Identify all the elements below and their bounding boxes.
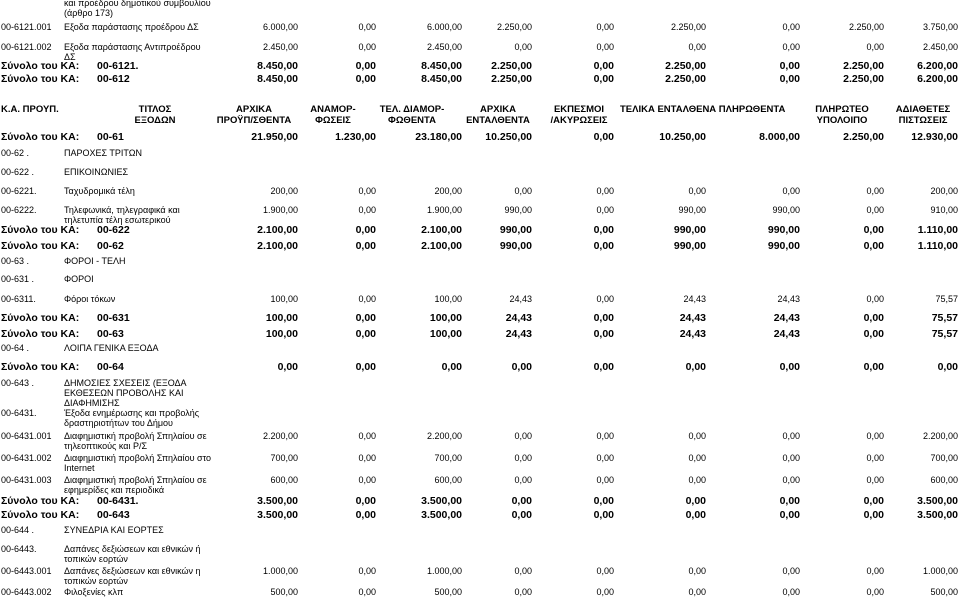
value-cell: 990,00 xyxy=(767,224,800,236)
value-cell: 0,00 xyxy=(866,431,884,441)
total-code: 00-631 xyxy=(97,312,130,324)
value-cell: 2.250,00 xyxy=(848,22,884,32)
header-tel-diamorf xyxy=(372,104,452,126)
total-label: Σύνολο του ΚΑ: xyxy=(1,240,80,252)
value-cell: 3.500,00 xyxy=(917,495,958,507)
value-cell: 0,00 xyxy=(596,431,614,441)
value-cell: 0,00 xyxy=(688,42,706,52)
value-cell: 0,00 xyxy=(355,495,376,507)
value-cell: 990,00 xyxy=(673,224,706,236)
value-cell: 2.200,00 xyxy=(426,431,462,441)
value-cell: 0,00 xyxy=(866,566,884,576)
header-anamorfoseis-line1: ΑΝΑΜΟΡ- xyxy=(310,104,356,115)
row-code: 00-6221. xyxy=(1,186,37,196)
value-cell: 0,00 xyxy=(779,495,800,507)
value-cell: 100,00 xyxy=(434,294,462,304)
total-label: Σύνολο του ΚΑ: xyxy=(1,509,80,521)
row-description: Φόροι τόκων xyxy=(64,294,116,304)
header-adiathetes xyxy=(886,104,960,126)
header-telika: ΤΕΛΙΚΑ ΕΝΤΑΛΘΕΝΑ ΠΛΗΡΩΘΕΝΤΑ xyxy=(620,104,786,115)
row-description: Διαφημιστική προβολή Σπηλαίου σε τηλεοπτικούς και Ρ/Σ xyxy=(64,431,207,451)
value-cell: 2.250,00 xyxy=(843,73,884,85)
value-cell: 0,00 xyxy=(514,475,532,485)
value-cell: 0,00 xyxy=(593,73,614,85)
header-arxika-ental-line1: ΑΡΧΙΚΑ xyxy=(480,104,516,115)
value-cell: 0,00 xyxy=(514,42,532,52)
value-cell: 0,00 xyxy=(782,566,800,576)
value-cell: 3.500,00 xyxy=(421,509,462,521)
value-cell: 0,00 xyxy=(593,495,614,507)
value-cell: 990,00 xyxy=(772,205,800,215)
value-cell: 0,00 xyxy=(596,475,614,485)
row-code: 00-6121.001 xyxy=(1,22,52,32)
total-code: 00-6431. xyxy=(97,495,139,507)
value-cell: 6.200,00 xyxy=(917,73,958,85)
total-label: Σύνολο του ΚΑ: xyxy=(1,224,80,236)
header-ekpesmoi-line2: /ΑΚΥΡΩΣΕΙΣ xyxy=(550,115,608,126)
value-cell: 2.450,00 xyxy=(426,42,462,52)
value-cell: 700,00 xyxy=(930,453,958,463)
value-cell: 910,00 xyxy=(930,205,958,215)
value-cell: 6.000,00 xyxy=(262,22,298,32)
header-pliroteo xyxy=(802,104,882,126)
value-cell: 990,00 xyxy=(678,205,706,215)
value-cell: 990,00 xyxy=(504,205,532,215)
value-cell: 990,00 xyxy=(499,240,532,252)
value-cell: 0,00 xyxy=(866,453,884,463)
value-cell: 0,00 xyxy=(511,361,532,373)
row-code: 00-6443.001 xyxy=(1,566,52,576)
value-cell: 8.450,00 xyxy=(421,60,462,72)
header-pliroteo-line1: ΠΛΗΡΩΤΕΟ xyxy=(815,104,869,115)
value-cell: 0,00 xyxy=(596,205,614,215)
value-cell: 0,00 xyxy=(355,312,376,324)
value-cell: 21.950,00 xyxy=(251,131,298,143)
value-cell: 2.250,00 xyxy=(665,73,706,85)
value-cell: 0,00 xyxy=(355,509,376,521)
row-code: 00-644 . xyxy=(1,525,35,535)
value-cell: 0,00 xyxy=(866,475,884,485)
header-anamorfoseis-line2: ΦΩΣΕΙΣ xyxy=(315,115,351,126)
value-cell: 0,00 xyxy=(782,42,800,52)
header-titlos-line2: ΕΞΟΔΩΝ xyxy=(134,115,176,126)
value-cell: 3.750,00 xyxy=(922,22,958,32)
value-cell: 2.450,00 xyxy=(922,42,958,52)
value-cell: 0,00 xyxy=(685,361,706,373)
total-code: 00-622 xyxy=(97,224,130,236)
value-cell: 2.250,00 xyxy=(843,131,884,143)
value-cell: 600,00 xyxy=(930,475,958,485)
value-cell: 0,00 xyxy=(782,587,800,597)
row-code: 00-6311. xyxy=(1,294,36,304)
row-code: 00-643 . xyxy=(1,378,35,388)
total-label: Σύνολο του ΚΑ: xyxy=(1,131,80,143)
value-cell: 8.450,00 xyxy=(257,73,298,85)
value-cell: 0,00 xyxy=(782,186,800,196)
value-cell: 2.250,00 xyxy=(491,73,532,85)
total-code: 00-62 xyxy=(97,240,124,252)
value-cell: 0,00 xyxy=(358,205,376,215)
value-cell: 0,00 xyxy=(779,60,800,72)
row-code: 00-6443. xyxy=(1,544,37,554)
value-cell: 100,00 xyxy=(429,328,462,340)
value-cell: 0,00 xyxy=(688,186,706,196)
value-cell: 1.900,00 xyxy=(426,205,462,215)
value-cell: 24,43 xyxy=(777,294,800,304)
header-tel-diamorf-line2: ΦΩΘΕΝΤΑ xyxy=(388,115,436,126)
total-code: 00-6121. xyxy=(97,60,139,72)
value-cell: 2.200,00 xyxy=(262,431,298,441)
value-cell: 0,00 xyxy=(596,566,614,576)
value-cell: 0,00 xyxy=(441,361,462,373)
value-cell: 0,00 xyxy=(355,224,376,236)
header-anamorfoseis xyxy=(303,104,363,126)
value-cell: 700,00 xyxy=(434,453,462,463)
value-cell: 100,00 xyxy=(265,312,298,324)
header-titlos xyxy=(120,104,190,126)
value-cell: 0,00 xyxy=(866,42,884,52)
value-cell: 1.110,00 xyxy=(917,224,958,236)
header-arxika-prou-line2: ΠΡΟΫΠ/ΣΘΕΝΤΑ xyxy=(216,115,292,126)
value-cell: 0,00 xyxy=(277,361,298,373)
value-cell: 0,00 xyxy=(863,224,884,236)
value-cell: 0,00 xyxy=(358,475,376,485)
value-cell: 700,00 xyxy=(270,453,298,463)
value-cell: 2.100,00 xyxy=(257,224,298,236)
row-description: ΦΟΡΟΙ - ΤΕΛΗ xyxy=(64,256,126,266)
value-cell: 0,00 xyxy=(779,509,800,521)
value-cell: 200,00 xyxy=(270,186,298,196)
value-cell: 2.250,00 xyxy=(843,60,884,72)
header-tel-diamorf-line1: ΤΕΛ. ΔΙΑΜΟΡ- xyxy=(379,104,445,115)
value-cell: 0,00 xyxy=(782,22,800,32)
total-label: Σύνολο του ΚΑ: xyxy=(1,328,80,340)
value-cell: 0,00 xyxy=(866,186,884,196)
total-label: Σύνολο του ΚΑ: xyxy=(1,361,80,373)
value-cell: 0,00 xyxy=(688,587,706,597)
row-description: Διαφημιστική προβολή Σπηλαίου στο Internet xyxy=(64,453,212,473)
total-label: Σύνολο του ΚΑ: xyxy=(1,495,80,507)
value-cell: 10.250,00 xyxy=(659,131,706,143)
row-description: ΔΗΜΟΣΙΕΣ ΣΧΕΣΕΙΣ (ΕΞΟΔΑ ΕΚΘΕΣΕΩΝ ΠΡΟΒΟΛΗΣ ΚΑΙ ΔΙΑΦΗΜΙΣΗΣ xyxy=(64,378,187,408)
header-adiathetes-line1: ΑΔΙΑΘΕΤΕΣ xyxy=(895,104,951,115)
value-cell: 1.230,00 xyxy=(335,131,376,143)
row-code: 00-6431. xyxy=(1,408,37,418)
value-cell: 0,00 xyxy=(358,587,376,597)
value-cell: 0,00 xyxy=(355,60,376,72)
row-code: 00-631 . xyxy=(1,274,35,284)
value-cell: 0,00 xyxy=(863,495,884,507)
value-cell: 0,00 xyxy=(937,361,958,373)
value-cell: 0,00 xyxy=(593,361,614,373)
value-cell: 24,43 xyxy=(509,294,532,304)
value-cell: 2.100,00 xyxy=(421,240,462,252)
value-cell: 2.100,00 xyxy=(257,240,298,252)
value-cell: 0,00 xyxy=(511,495,532,507)
row-description: Δαπάνες δεξιώσεων και εθνικών ή τοπικών εορτών xyxy=(64,544,201,564)
value-cell: 0,00 xyxy=(863,361,884,373)
header-pliroteo-line2: ΥΠΟΛΟΙΠΟ xyxy=(816,115,868,126)
value-cell: 0,00 xyxy=(866,587,884,597)
header-arxika-prou xyxy=(214,104,294,126)
value-cell: 0,00 xyxy=(779,73,800,85)
value-cell: 2.250,00 xyxy=(496,22,532,32)
value-cell: 2.200,00 xyxy=(922,431,958,441)
header-ekpesmoi xyxy=(544,104,614,126)
value-cell: 3.500,00 xyxy=(421,495,462,507)
value-cell: 0,00 xyxy=(596,587,614,597)
total-code: 00-612 xyxy=(97,73,130,85)
value-cell: 0,00 xyxy=(863,328,884,340)
value-cell: 0,00 xyxy=(355,361,376,373)
value-cell: 24,43 xyxy=(505,328,532,340)
value-cell: 0,00 xyxy=(688,566,706,576)
total-label: Σύνολο του ΚΑ: xyxy=(1,73,80,85)
row-code: 00-6431.002 xyxy=(1,453,52,463)
value-cell: 990,00 xyxy=(767,240,800,252)
row-code: 00-622 . xyxy=(1,167,35,177)
total-label: Σύνολο του ΚΑ: xyxy=(1,312,80,324)
value-cell: 0,00 xyxy=(514,453,532,463)
value-cell: 3.500,00 xyxy=(257,495,298,507)
header-adiathetes-line2: ΠΙΣΤΩΣΕΙΣ xyxy=(898,115,948,126)
value-cell: 0,00 xyxy=(782,475,800,485)
value-cell: 0,00 xyxy=(593,328,614,340)
value-cell: 12.930,00 xyxy=(911,131,958,143)
value-cell: 0,00 xyxy=(688,431,706,441)
value-cell: 0,00 xyxy=(514,431,532,441)
value-cell: 600,00 xyxy=(434,475,462,485)
row-code: 00-62 . xyxy=(1,148,30,158)
header-arxika-ental xyxy=(458,104,538,126)
value-cell: 0,00 xyxy=(514,186,532,196)
value-cell: 0,00 xyxy=(685,509,706,521)
value-cell: 0,00 xyxy=(593,60,614,72)
value-cell: 1.000,00 xyxy=(262,566,298,576)
value-cell: 24,43 xyxy=(773,328,800,340)
row-description: Εξοδα παράστασης προέδρου ΔΣ xyxy=(64,22,199,32)
value-cell: 0,00 xyxy=(685,495,706,507)
value-cell: 10.250,00 xyxy=(485,131,532,143)
value-cell: 0,00 xyxy=(355,240,376,252)
value-cell: 200,00 xyxy=(930,186,958,196)
row-description: ΕΠΙΚΟΙΝΩΝΙΕΣ xyxy=(64,167,129,177)
row-code: 00-64 . xyxy=(1,343,30,353)
value-cell: 0,00 xyxy=(358,566,376,576)
value-cell: 0,00 xyxy=(866,205,884,215)
row-description: Δαπάνες δεξιώσεων και εθνικών η τοπικών εορτών xyxy=(64,566,201,586)
row-description: Ταχυδρομικά τέλη xyxy=(64,186,135,196)
value-cell: 0,00 xyxy=(514,587,532,597)
value-cell: 0,00 xyxy=(863,509,884,521)
value-cell: 2.250,00 xyxy=(670,22,706,32)
value-cell: 24,43 xyxy=(505,312,532,324)
value-cell: 24,43 xyxy=(679,312,706,324)
header-arxika-prou-line1: ΑΡΧΙΚΑ xyxy=(236,104,272,115)
value-cell: 0,00 xyxy=(596,294,614,304)
value-cell: 2.450,00 xyxy=(262,42,298,52)
value-cell: 0,00 xyxy=(688,475,706,485)
value-cell: 3.500,00 xyxy=(917,509,958,521)
value-cell: 0,00 xyxy=(514,566,532,576)
value-cell: 0,00 xyxy=(593,224,614,236)
value-cell: 8.450,00 xyxy=(421,73,462,85)
value-cell: 2.100,00 xyxy=(421,224,462,236)
value-cell: 0,00 xyxy=(358,42,376,52)
value-cell: 8.000,00 xyxy=(759,131,800,143)
value-cell: 0,00 xyxy=(511,509,532,521)
value-cell: 75,57 xyxy=(931,312,958,324)
row-description: ΣΥΝΕΔΡΙΑ ΚΑΙ ΕΟΡΤΕΣ xyxy=(64,525,164,535)
value-cell: 0,00 xyxy=(863,312,884,324)
header-titlos-line1: ΤΙΤΛΟΣ xyxy=(138,104,172,115)
value-cell: 0,00 xyxy=(596,186,614,196)
row-code: 00-6121.002 xyxy=(1,42,52,52)
value-cell: 0,00 xyxy=(358,431,376,441)
value-cell: 6.000,00 xyxy=(426,22,462,32)
value-cell: 0,00 xyxy=(782,431,800,441)
value-cell: 6.200,00 xyxy=(917,60,958,72)
value-cell: 75,57 xyxy=(935,294,958,304)
row-code: 00-6431.001 xyxy=(1,431,52,441)
value-cell: 0,00 xyxy=(358,453,376,463)
row-description: Διαφημιστική προβολή Σπηλαίου σε εφημερίδες και περιοδικά xyxy=(64,475,207,495)
total-code: 00-63 xyxy=(97,328,124,340)
total-code: 00-643 xyxy=(97,509,130,521)
value-cell: 2.250,00 xyxy=(665,60,706,72)
value-cell: 23.180,00 xyxy=(415,131,462,143)
row-description: ΠΑΡΟΧΕΣ ΤΡΙΤΩΝ xyxy=(64,148,142,158)
header-ka: Κ.Α. ΠΡΟΥΠ. xyxy=(1,104,59,115)
total-label: Σύνολο του ΚΑ: xyxy=(1,60,80,72)
value-cell: 500,00 xyxy=(270,587,298,597)
value-cell: 0,00 xyxy=(863,240,884,252)
row-code: 00-6443.002 xyxy=(1,587,52,597)
row-description: Φιλοξενίες κλπ xyxy=(64,587,124,597)
value-cell: 0,00 xyxy=(688,453,706,463)
row-code: 00-6431.003 xyxy=(1,475,52,485)
header-arxika-ental-line2: ΕΝΤΑΛΘΕΝΤΑ xyxy=(466,115,530,126)
total-code: 00-61 xyxy=(97,131,124,143)
value-cell: 0,00 xyxy=(593,509,614,521)
value-cell: 0,00 xyxy=(593,312,614,324)
value-cell: 3.500,00 xyxy=(257,509,298,521)
value-cell: 200,00 xyxy=(434,186,462,196)
value-cell: 500,00 xyxy=(434,587,462,597)
value-cell: 0,00 xyxy=(596,22,614,32)
value-cell: 24,43 xyxy=(773,312,800,324)
value-cell: 100,00 xyxy=(429,312,462,324)
header-ekpesmoi-line1: ΕΚΠΕΣΜΟΙ xyxy=(553,104,605,115)
row-description: ΦΟΡΟΙ xyxy=(64,274,94,284)
value-cell: 0,00 xyxy=(779,361,800,373)
value-cell: 990,00 xyxy=(673,240,706,252)
value-cell: 0,00 xyxy=(355,328,376,340)
row-code: 00-6222. xyxy=(1,205,37,215)
value-cell: 100,00 xyxy=(265,328,298,340)
value-cell: 0,00 xyxy=(782,453,800,463)
value-cell: 0,00 xyxy=(358,186,376,196)
value-cell: 1.110,00 xyxy=(917,240,958,252)
value-cell: 0,00 xyxy=(866,294,884,304)
value-cell: 2.250,00 xyxy=(491,60,532,72)
value-cell: 100,00 xyxy=(270,294,298,304)
row-description: Τηλεφωνικά, τηλεγραφικά και τηλετυπία τέλη εσωτερικού xyxy=(64,205,180,225)
value-cell: 0,00 xyxy=(596,42,614,52)
value-cell: 0,00 xyxy=(358,294,376,304)
value-cell: 75,57 xyxy=(931,328,958,340)
row-description: και προέδρου δημοτικού συμβουλίου (άρθρο 173) xyxy=(64,0,211,18)
row-description: ΛΟΙΠΑ ΓΕΝΙΚΑ ΕΞΟΔΑ xyxy=(64,343,159,353)
value-cell: 0,00 xyxy=(593,240,614,252)
value-cell: 1.900,00 xyxy=(262,205,298,215)
value-cell: 1.000,00 xyxy=(426,566,462,576)
value-cell: 24,43 xyxy=(683,294,706,304)
total-code: 00-64 xyxy=(97,361,124,373)
value-cell: 600,00 xyxy=(270,475,298,485)
row-description: Έξοδα ενημέρωσης και προβολής δραστηριοτήτων του Δήμου xyxy=(64,408,200,428)
value-cell: 0,00 xyxy=(355,73,376,85)
value-cell: 990,00 xyxy=(499,224,532,236)
value-cell: 0,00 xyxy=(596,453,614,463)
row-description: Εξοδα παράστασης Αντιπροέδρου ΔΣ xyxy=(64,42,201,62)
value-cell: 8.450,00 xyxy=(257,60,298,72)
row-code: 00-63 . xyxy=(1,256,30,266)
value-cell: 500,00 xyxy=(930,587,958,597)
value-cell: 24,43 xyxy=(679,328,706,340)
value-cell: 1.000,00 xyxy=(922,566,958,576)
value-cell: 0,00 xyxy=(593,131,614,143)
value-cell: 0,00 xyxy=(358,22,376,32)
